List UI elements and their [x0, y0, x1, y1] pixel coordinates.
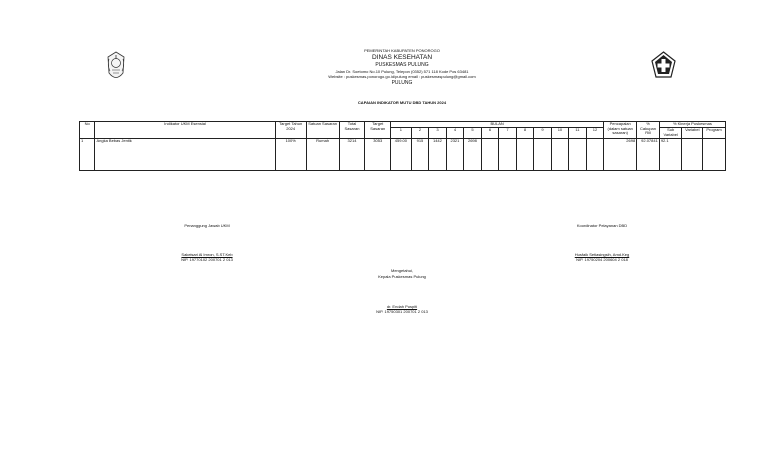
header-month: 12: [586, 128, 604, 139]
cell-month: [586, 139, 604, 171]
left-signatory-name: Sakeisari Al Imron, S.ST.Keb: [181, 252, 233, 257]
head-role: Kepala Puskesmas Pulung: [378, 274, 426, 279]
right-signatory-name: Husfaik Setiasingsih, Amd.Keg: [574, 252, 630, 257]
header-bulan: BULAN: [391, 122, 604, 128]
letterhead-line-5: Website : puskesmas.ponorogo.go.id/pulung email : puskesmaspulung@gmail.com: [328, 74, 476, 79]
acknowledge-label: Mengetahui,: [390, 268, 413, 273]
cell-percent: 92.07841: [637, 139, 660, 171]
header-month: 7: [499, 128, 517, 139]
header-target-sasaran: Target Sasaran: [365, 122, 391, 139]
head-name: dr. Endah Puspiti: [386, 304, 418, 309]
health-cross-icon: [651, 51, 676, 83]
cell-month: [569, 139, 587, 171]
cell-month: 2321: [446, 139, 464, 171]
cell-month: 459.00: [391, 139, 412, 171]
cell-unit: Rumah: [306, 139, 339, 171]
header-unit: Satuan Sasaran: [306, 122, 339, 139]
header-percent: % Cakupan Riil: [637, 122, 660, 139]
cell-indicator: Angka Bebas Jentik: [95, 139, 275, 171]
header-indicator: Indikator UKM Esensial: [95, 122, 275, 139]
left-signatory-nip: NIP. 19770102 200701 2 013: [181, 257, 233, 262]
header-month: 5: [464, 128, 482, 139]
header-total-target: Total Sasaran: [339, 122, 365, 139]
cell-program: [703, 139, 726, 171]
header-target-year: Target Tahun 2024: [275, 122, 306, 139]
header-month: 1: [391, 128, 412, 139]
cell-month: 2698: [464, 139, 482, 171]
cell-no: 1: [80, 139, 95, 171]
cell-month: 1442: [429, 139, 447, 171]
cell-month: [499, 139, 517, 171]
header-program: Program: [703, 128, 726, 139]
regency-crest-logo: [106, 51, 126, 83]
header-month: 9: [534, 128, 552, 139]
header-achievement: Pencapaian (dalam satuan sasaran): [604, 122, 637, 139]
cell-month: [534, 139, 552, 171]
cell-month: [551, 139, 569, 171]
header-month: 11: [569, 128, 587, 139]
indicator-table: [79, 121, 726, 171]
header-sub-variable: Sub Variabel: [659, 128, 682, 139]
header-month: 4: [446, 128, 464, 139]
cell-variable: [682, 139, 703, 171]
letterhead-line-3: PUSKESMAS PULUNG: [375, 62, 429, 68]
cell-achievement: 2698: [604, 139, 637, 171]
table-row: [80, 139, 726, 171]
cell-sub-variable: 92.1: [659, 139, 682, 171]
right-signatory-nip: NIP. 19750204 200604 2 018: [576, 257, 628, 262]
report-title: CAPAIAN INDIKATOR MUTU DBD TAHUN 2024: [357, 100, 447, 105]
right-signatory-role: Koordinator Pelayanan DBD: [576, 223, 628, 228]
letterhead-line-1: PEMERINTAH KABUPATEN PONOROGO: [364, 48, 440, 53]
header-month: 3: [429, 128, 447, 139]
header-month: 6: [481, 128, 499, 139]
header-month: 8: [516, 128, 534, 139]
letterhead-line-4: Jalan Dr. Soetomo No.10 Pulung, Telepon (0352) 571 118 Kode Pos 63481: [335, 69, 469, 74]
header-month: 2: [411, 128, 429, 139]
header-no: No: [80, 122, 95, 139]
cell-target-year: 100%: [275, 139, 306, 171]
cell-month: [516, 139, 534, 171]
header-kinerja: % Kinerja Puskesmas: [659, 122, 725, 128]
head-nip: NIP. 19750301 200701 2 013: [376, 309, 428, 314]
letterhead-line-2: DINAS KESEHATAN: [371, 54, 433, 61]
cell-target-sasaran: 3053: [365, 139, 391, 171]
letterhead-line-6: PULUNG: [391, 80, 413, 86]
header-variable: Variabel: [682, 128, 703, 139]
cell-total-target: 3214: [339, 139, 365, 171]
cell-month: 915: [411, 139, 429, 171]
cell-month: [481, 139, 499, 171]
header-month: 10: [551, 128, 569, 139]
left-signatory-role: Penanggung Jawab UKM: [184, 223, 230, 228]
